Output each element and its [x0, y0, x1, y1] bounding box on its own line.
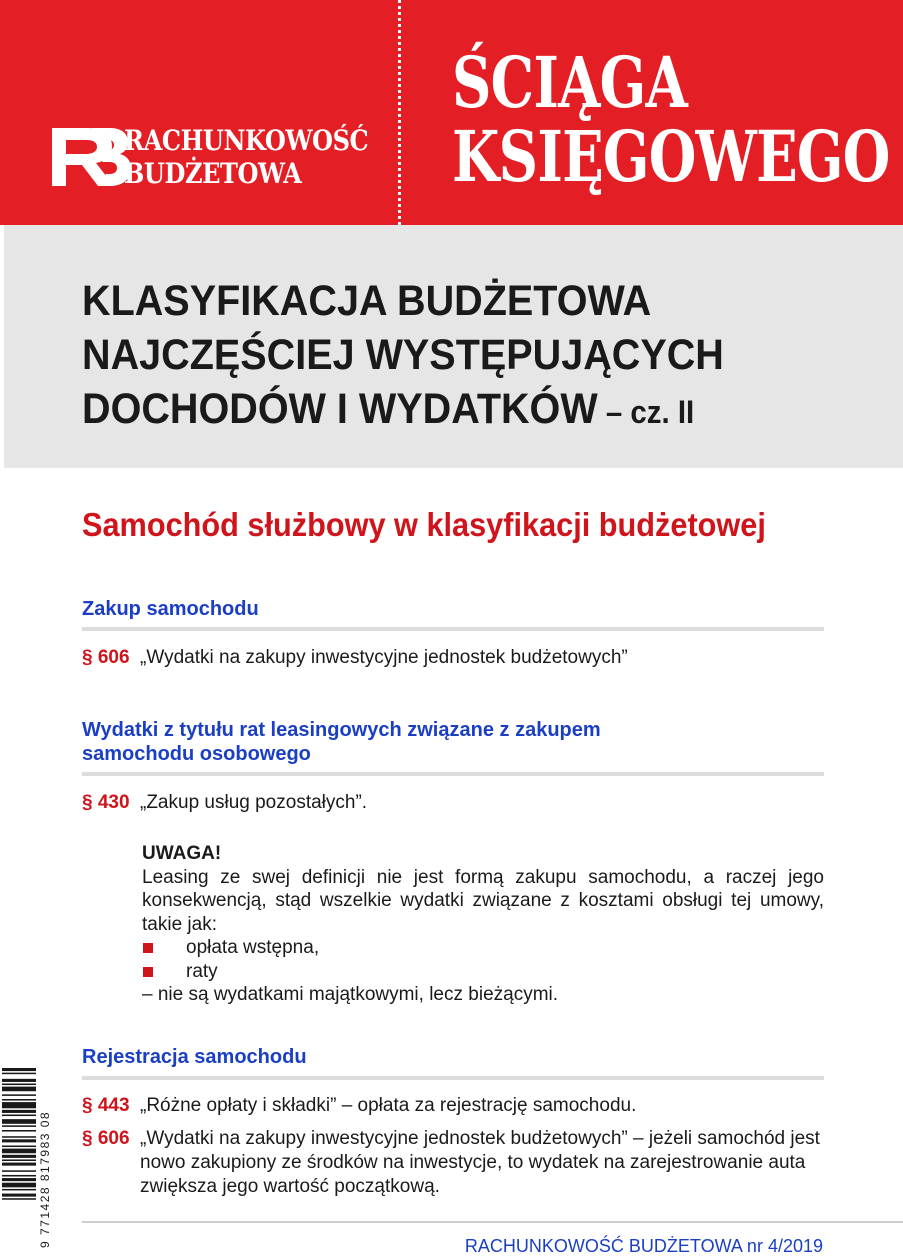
note-box — [142, 842, 824, 1007]
title-suffix: – cz. II — [597, 394, 695, 430]
paragraph-text: „Zakup usług pozostałych”. — [140, 792, 368, 813]
note-closing: – nie są wydatkami majątkowymi, lecz bieżącymi. — [142, 984, 559, 1005]
footer-issue: RACHUNKOWOŚĆ BUDŻETOWA nr 4/2019 — [464, 1236, 823, 1256]
paragraph-text: „Różne opłaty i składki” – opłata za rejestrację samochodu. — [140, 1095, 637, 1116]
barcode-digits: 9 771428 817983 08 — [38, 1070, 56, 1248]
brand-line2: KSIĘGOWEGO — [452, 115, 890, 198]
title-line2: NAJCZĘŚCIEJ WYSTĘPUJĄCYCH — [82, 331, 724, 379]
paragraph-sign: § 443 — [82, 1095, 130, 1116]
list-item: raty — [142, 960, 824, 984]
publisher-line1: RACHUNKOWOŚĆ — [124, 124, 369, 157]
paragraph-sign: § 606 — [82, 1128, 130, 1149]
divider-registration — [82, 1076, 824, 1080]
paragraph-registration-606 — [82, 1127, 824, 1199]
paragraph-sign: § 430 — [82, 792, 130, 813]
heading-registration: Rejestracja samochodu — [82, 1046, 307, 1068]
title-line3: DOCHODÓW I WYDATKÓW — [82, 385, 598, 433]
divider-leasing — [82, 772, 824, 776]
heading-leasing — [82, 718, 601, 766]
heading-purchase: Zakup samochodu — [82, 598, 259, 620]
paragraph-sign: § 606 — [82, 647, 130, 668]
heading-leasing-line1: Wydatki z tytułu rat leasingowych związane z zakupem — [82, 719, 601, 741]
list-item: opłata wstępna, — [142, 936, 824, 960]
page-title — [82, 274, 724, 439]
header-divider — [398, 0, 401, 225]
section-title: Samochód służbowy w klasyfikacji budżetowej — [82, 506, 766, 543]
paragraph-text: „Wydatki na zakupy inwestycyjne jednostek budżetowych” — [140, 647, 628, 668]
brand-title — [452, 41, 890, 198]
paragraph-leasing — [82, 791, 824, 815]
title-line3-wrap — [82, 382, 724, 439]
brand-line1: ŚCIĄGA — [452, 41, 688, 124]
title-line1: KLASYFIKACJA BUDŻETOWA — [82, 277, 652, 325]
paragraph-registration-443 — [82, 1094, 824, 1118]
footer-divider — [82, 1221, 903, 1223]
note-body: Leasing ze swej definicji nie jest formą zakupu samochodu, a raczej jego konsekwencją, stąd wszelkie wydatki związane z kosztami obsługi tej umowy, takie jak: — [142, 866, 824, 935]
note-list — [142, 936, 824, 983]
publisher-name — [124, 124, 368, 190]
publisher-line2: BUDŻETOWA — [124, 157, 302, 190]
note-heading: UWAGA! — [142, 843, 222, 864]
paragraph-purchase — [82, 646, 824, 670]
divider-purchase — [82, 627, 824, 631]
heading-leasing-line2: samochodu osobowego — [82, 743, 311, 765]
paragraph-text: „Wydatki na zakupy inwestycyjne jednostek budżetowych” – jeżeli samochód jest nowo zakupiony ze środków na inwestycje, to wydatek na zarejestrowanie auta zwiększa jego wartość początkową. — [140, 1128, 820, 1197]
